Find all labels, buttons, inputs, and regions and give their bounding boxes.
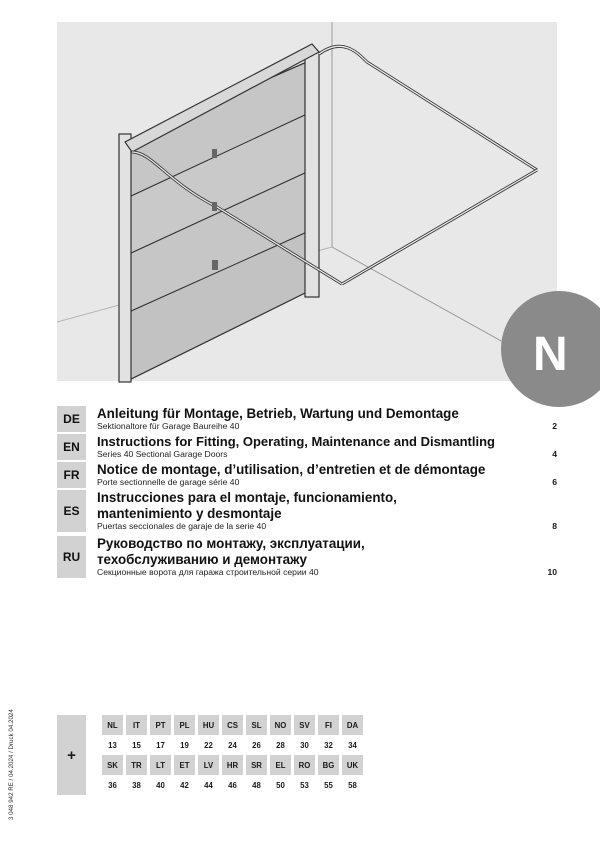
language-codes-row	[102, 755, 363, 775]
language-code-cell: CS	[222, 715, 243, 735]
garage-door-drawing	[57, 22, 568, 381]
language-page-cell: 32	[324, 740, 333, 750]
language-code-cell: BG	[318, 755, 339, 775]
door-handle	[212, 260, 218, 270]
language-page-cell: 36	[108, 780, 117, 790]
language-page-cell: 38	[132, 780, 141, 790]
language-page-cell: 17	[156, 740, 165, 750]
language-code-cell: SV	[294, 715, 315, 735]
language-code-tab: EN	[57, 434, 86, 460]
language-page-cell: 19	[180, 740, 189, 750]
language-title: Anleitung für Montage, Betrieb, Wartung und Demontage	[97, 406, 459, 421]
language-code-cell: LV	[198, 755, 219, 775]
language-title: Instructions for Fitting, Operating, Maintenance and Dismantling	[97, 434, 495, 449]
garage-door-illustration	[57, 22, 568, 381]
language-page-number: 2	[552, 421, 557, 431]
language-pages-row	[102, 775, 363, 795]
language-code-cell: LT	[150, 755, 171, 775]
language-code-cell: UK	[342, 755, 363, 775]
language-code-tab: FR	[57, 462, 86, 488]
language-page-cell: 26	[252, 740, 261, 750]
other-languages-table	[99, 715, 366, 795]
language-page-cell: 53	[300, 780, 309, 790]
right-frame	[305, 52, 319, 297]
language-page-number: 8	[552, 521, 557, 531]
language-subtitle: Porte sectionnelle de garage série 40	[97, 477, 240, 487]
language-subtitle: Sektionaltore für Garage Baureihe 40	[97, 421, 240, 431]
document-code: 3 048 942 RE / 04.2024 / Druck 04.2024	[8, 709, 15, 820]
language-page-number: 6	[552, 477, 557, 487]
language-code-cell: ET	[174, 755, 195, 775]
language-page-cell: 42	[180, 780, 189, 790]
language-code-cell: FI	[318, 715, 339, 735]
language-page-cell: 24	[228, 740, 237, 750]
right-ceiling-track	[319, 46, 537, 170]
language-page-cell: 28	[276, 740, 285, 750]
language-code-tab: DE	[57, 406, 86, 432]
language-codes-row	[102, 715, 363, 735]
language-page-cell: 15	[132, 740, 141, 750]
language-row-de	[57, 406, 557, 432]
language-page-cell: 44	[204, 780, 213, 790]
language-subtitle: Series 40 Sectional Garage Doors	[97, 449, 228, 459]
language-code-tab: ES	[57, 490, 86, 532]
language-page-cell: 48	[252, 780, 261, 790]
language-page-cell: 34	[348, 740, 357, 750]
section-badge-letter: N	[533, 328, 568, 381]
language-page-cell: 46	[228, 780, 237, 790]
language-page-cell: 55	[324, 780, 333, 790]
language-page-number: 4	[552, 449, 557, 459]
language-page-number: 10	[547, 567, 557, 577]
language-page-cell: 22	[204, 740, 213, 750]
language-row-ru	[57, 536, 557, 578]
language-code-cell: DA	[342, 715, 363, 735]
language-page-cell: 13	[108, 740, 117, 750]
more-languages-tab: +	[57, 715, 86, 795]
language-code-cell: RO	[294, 755, 315, 775]
language-page-cell: 40	[156, 780, 165, 790]
language-code-cell: IT	[126, 715, 147, 735]
language-code-cell: PL	[174, 715, 195, 735]
language-page-cell: 58	[348, 780, 357, 790]
language-subtitle: Puertas seccionales de garaje de la serie 40	[97, 521, 267, 531]
language-code-cell: NL	[102, 715, 123, 735]
left-frame	[119, 134, 131, 382]
language-page-cell: 50	[276, 780, 285, 790]
language-row-en	[57, 434, 557, 460]
language-title: Instrucciones para el montaje, funcionamiento, mantenimiento y desmontaje	[97, 490, 397, 521]
language-code-cell: TR	[126, 755, 147, 775]
language-row-fr	[57, 462, 557, 488]
language-title: Notice de montage, d’utilisation, d’entretien et de démontage	[97, 462, 486, 477]
language-page-cell: 30	[300, 740, 309, 750]
language-subtitle: Секционные ворота для гаража строительной серии 40	[97, 567, 319, 577]
language-code-cell: SR	[246, 755, 267, 775]
language-code-cell: HR	[222, 755, 243, 775]
language-title: Руководство по монтажу, эксплуатации, техобслуживанию и демонтажу	[97, 536, 365, 567]
language-code-cell: SL	[246, 715, 267, 735]
language-pages-row	[102, 735, 363, 755]
language-code-cell: EL	[270, 755, 291, 775]
language-code-cell: HU	[198, 715, 219, 735]
language-code-cell: PT	[150, 715, 171, 735]
language-code-tab: RU	[57, 536, 86, 578]
language-code-cell: NO	[270, 715, 291, 735]
language-row-es	[57, 490, 557, 532]
language-code-cell: SK	[102, 755, 123, 775]
